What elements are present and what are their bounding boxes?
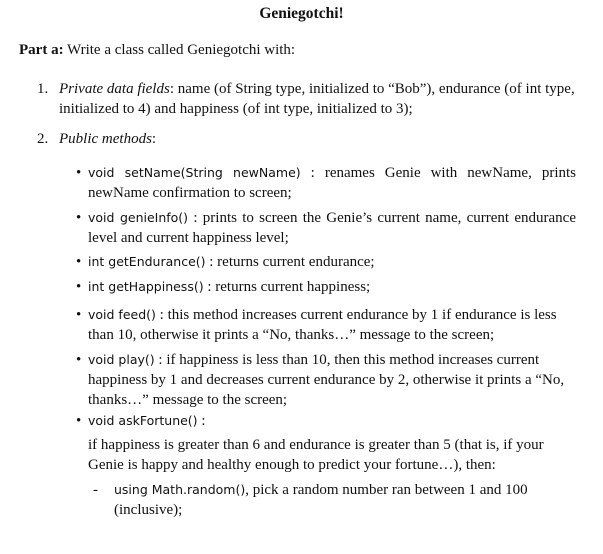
method-description: : if happiness is less than 10, then this method increases current happiness by 1 and decreases current endurance by 2, otherwise it prints a “No, thanks…” message to the screen; (88, 352, 565, 408)
item-number: 2. (37, 131, 49, 147)
bullet-icon: • (76, 165, 82, 181)
method-description: : this method increases current endurance by 1 if endurance is less than 10, otherwise it prints a “No, thanks…” message to the screen; (88, 307, 557, 343)
part-a-heading (19, 40, 295, 60)
item-text: : (151, 131, 157, 147)
item-italic-label: Private data fields (59, 81, 170, 97)
item-text: : name (of String type, initialized to “Bob”), endurance (of int type, initialized to 4) and happiness (of int type, initialized to 3); (59, 81, 575, 117)
method-description: : returns current happiness; (203, 279, 371, 295)
bullet-icon: • (76, 352, 82, 368)
item-number: 1. (37, 81, 49, 97)
step-code: using Math.random() (114, 482, 246, 497)
method-signature: void genieInfo() (88, 210, 189, 225)
bullet-icon: • (76, 279, 82, 295)
method-description: : (197, 413, 206, 429)
method-signature: int getEndurance() (88, 254, 206, 269)
part-a-text: Write a class called Geniegotchi with: (63, 42, 296, 58)
bullet-icon: • (76, 210, 82, 226)
item-italic-label: Public methods (59, 131, 152, 147)
part-a-label: Part a: (19, 42, 64, 58)
method-description: : prints to screen the Genie’s current name, current endurance level and current happiness level; (88, 210, 576, 246)
step-text: , pick a random number ran between 1 and 100 (inclusive); (114, 482, 528, 518)
method-description: : returns current endurance; (205, 254, 375, 270)
method-signature: void askFortune() (88, 413, 198, 428)
bullet-icon: • (76, 307, 82, 323)
page-title: Geniegotchi! (259, 5, 344, 22)
dash-marker: - (93, 482, 98, 498)
bullet-icon: • (76, 254, 82, 270)
bullet-icon: • (76, 413, 82, 429)
method-signature: void play() (88, 352, 155, 367)
method-signature: void setName(String newName) (88, 165, 301, 180)
askfortune-condition: if happiness is greater than 6 and endurance is greater than 5 (that is, if your Genie is happy and healthy enough to predict your fortune…), then: (88, 437, 544, 473)
method-signature: void feed() (88, 307, 156, 322)
method-description: : renames Genie with newName, prints newName confirmation to screen; (88, 165, 576, 201)
method-signature: int getHappiness() (88, 279, 204, 294)
